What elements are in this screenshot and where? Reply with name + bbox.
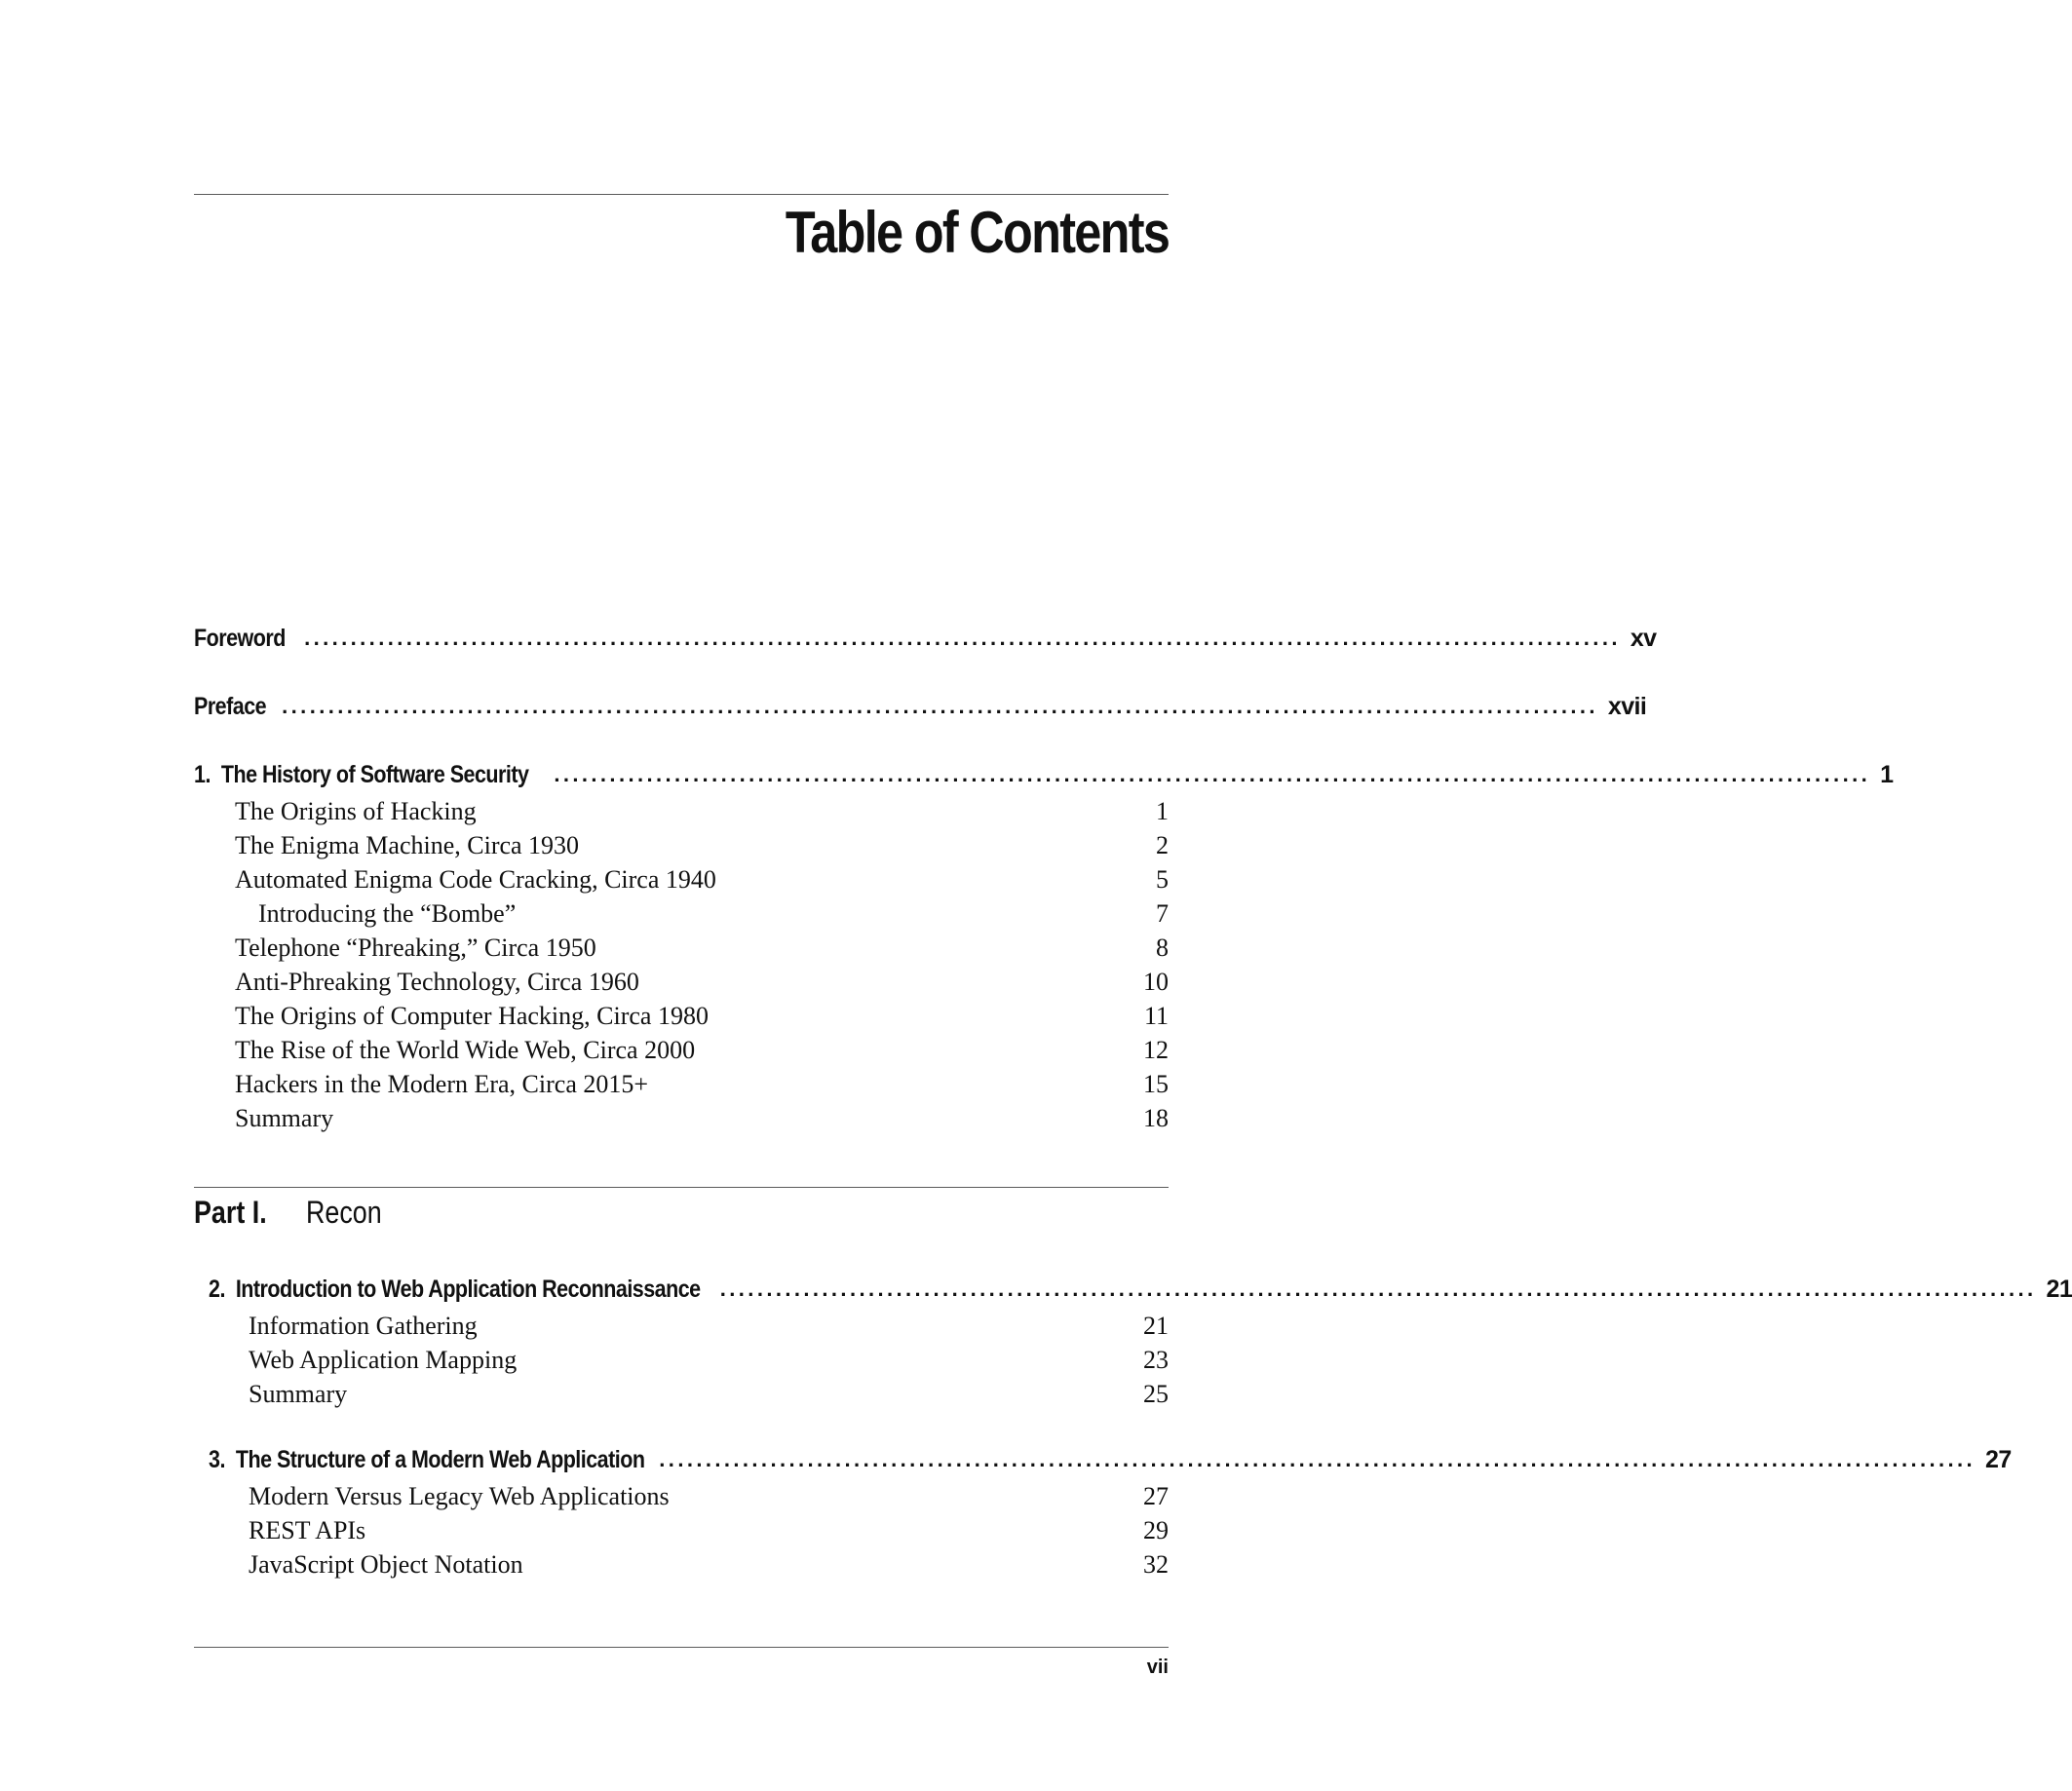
part-label: Part I. xyxy=(194,1195,267,1230)
section-title: JavaScript Object Notation xyxy=(249,1550,523,1579)
page-title: Table of Contents xyxy=(785,200,1169,265)
toc-section xyxy=(235,965,1169,999)
entry-label: Preface xyxy=(194,693,267,720)
entry-page: xvii xyxy=(1607,693,1647,720)
section-page: 21 xyxy=(1143,1312,1169,1340)
dot-leader: .............................................................................................................................................. xyxy=(282,694,1598,718)
chapter-heading xyxy=(209,1446,644,1474)
section-page: 15 xyxy=(1143,1070,1169,1098)
toc-section xyxy=(249,1479,1169,1513)
section-page: 11 xyxy=(1143,1002,1169,1030)
section-page: 18 xyxy=(1143,1104,1169,1132)
entry-label: Foreword xyxy=(194,625,286,652)
section-title: Telephone “Phreaking,” Circa 1950 xyxy=(235,934,596,962)
toc-section xyxy=(235,999,1169,1033)
page-number: vii xyxy=(1146,1657,1169,1678)
section-title: Information Gathering xyxy=(249,1312,478,1340)
section-page: 23 xyxy=(1143,1346,1169,1374)
toc-chapter-2 xyxy=(209,1271,2072,1304)
toc-section xyxy=(235,794,1169,828)
section-page: 7 xyxy=(1156,899,1169,928)
dot-leader: .............................................................................................................................................. xyxy=(304,626,1621,650)
section-title: Summary xyxy=(249,1380,348,1408)
toc-entry-preface xyxy=(194,688,1647,721)
toc-chapter-3 xyxy=(209,1441,2012,1474)
toc-section xyxy=(249,1343,1169,1377)
section-page: 32 xyxy=(1143,1550,1169,1579)
dot-leader: .............................................................................................................................................. xyxy=(659,1447,1976,1471)
section-title: Automated Enigma Code Cracking, Circa 1940 xyxy=(235,865,716,894)
part-rule xyxy=(194,1187,1169,1188)
section-title: REST APIs xyxy=(249,1516,366,1544)
chapter-page: 27 xyxy=(1985,1446,2012,1473)
toc-section xyxy=(235,931,1169,965)
chapter-title: The Structure of a Modern Web Application xyxy=(235,1446,645,1473)
section-page: 1 xyxy=(1156,797,1169,825)
section-title: Modern Versus Legacy Web Applications xyxy=(249,1482,670,1510)
chapter-heading xyxy=(209,1276,701,1304)
section-page: 2 xyxy=(1156,831,1169,859)
toc-subsection xyxy=(258,896,1169,931)
toc-section xyxy=(235,1033,1169,1067)
toc-section xyxy=(249,1309,1169,1343)
bottom-rule xyxy=(194,1647,1169,1648)
toc-section xyxy=(249,1547,1169,1581)
section-title: Web Application Mapping xyxy=(249,1346,518,1374)
section-title: The Origins of Computer Hacking, Circa 1980 xyxy=(235,1002,709,1030)
toc-section xyxy=(235,828,1169,862)
section-page: 27 xyxy=(1143,1482,1169,1510)
chapter-title: Introduction to Web Application Reconnaissance xyxy=(235,1276,701,1303)
chapter-title: The History of Software Security xyxy=(220,761,529,788)
section-page: 29 xyxy=(1143,1516,1169,1544)
part-heading xyxy=(194,1193,382,1232)
toc-section xyxy=(235,862,1169,896)
chapter-number: 1. xyxy=(194,761,211,788)
dot-leader: .............................................................................................................................................. xyxy=(554,762,1871,786)
toc-section xyxy=(235,1067,1169,1101)
dot-leader: .............................................................................................................................................. xyxy=(719,1277,2037,1301)
section-page: 8 xyxy=(1156,934,1169,962)
toc-section xyxy=(235,1101,1169,1135)
chapter-page: 1 xyxy=(1880,761,1894,788)
section-page: 12 xyxy=(1143,1036,1169,1064)
section-page: 25 xyxy=(1143,1380,1169,1408)
toc-section xyxy=(249,1377,1169,1411)
section-title: Introducing the “Bombe” xyxy=(258,899,517,928)
section-page: 5 xyxy=(1156,865,1169,894)
entry-page: xv xyxy=(1630,625,1657,652)
section-title: The Enigma Machine, Circa 1930 xyxy=(235,831,580,859)
toc-entry-foreword xyxy=(194,620,1657,653)
section-page: 10 xyxy=(1143,968,1169,996)
toc-section xyxy=(249,1513,1169,1547)
section-title: The Rise of the World Wide Web, Circa 2000 xyxy=(235,1036,696,1064)
chapter-page: 21 xyxy=(2046,1276,2072,1303)
section-title: Summary xyxy=(235,1104,334,1132)
part-name: Recon xyxy=(306,1195,382,1230)
section-title: Hackers in the Modern Era, Circa 2015+ xyxy=(235,1070,649,1098)
section-title: The Origins of Hacking xyxy=(235,797,477,825)
section-title: Anti-Phreaking Technology, Circa 1960 xyxy=(235,968,639,996)
chapter-heading xyxy=(194,761,528,789)
top-rule xyxy=(194,194,1169,195)
chapter-number: 2. xyxy=(209,1276,225,1303)
toc-chapter-1 xyxy=(194,756,1894,789)
chapter-number: 3. xyxy=(209,1446,225,1473)
